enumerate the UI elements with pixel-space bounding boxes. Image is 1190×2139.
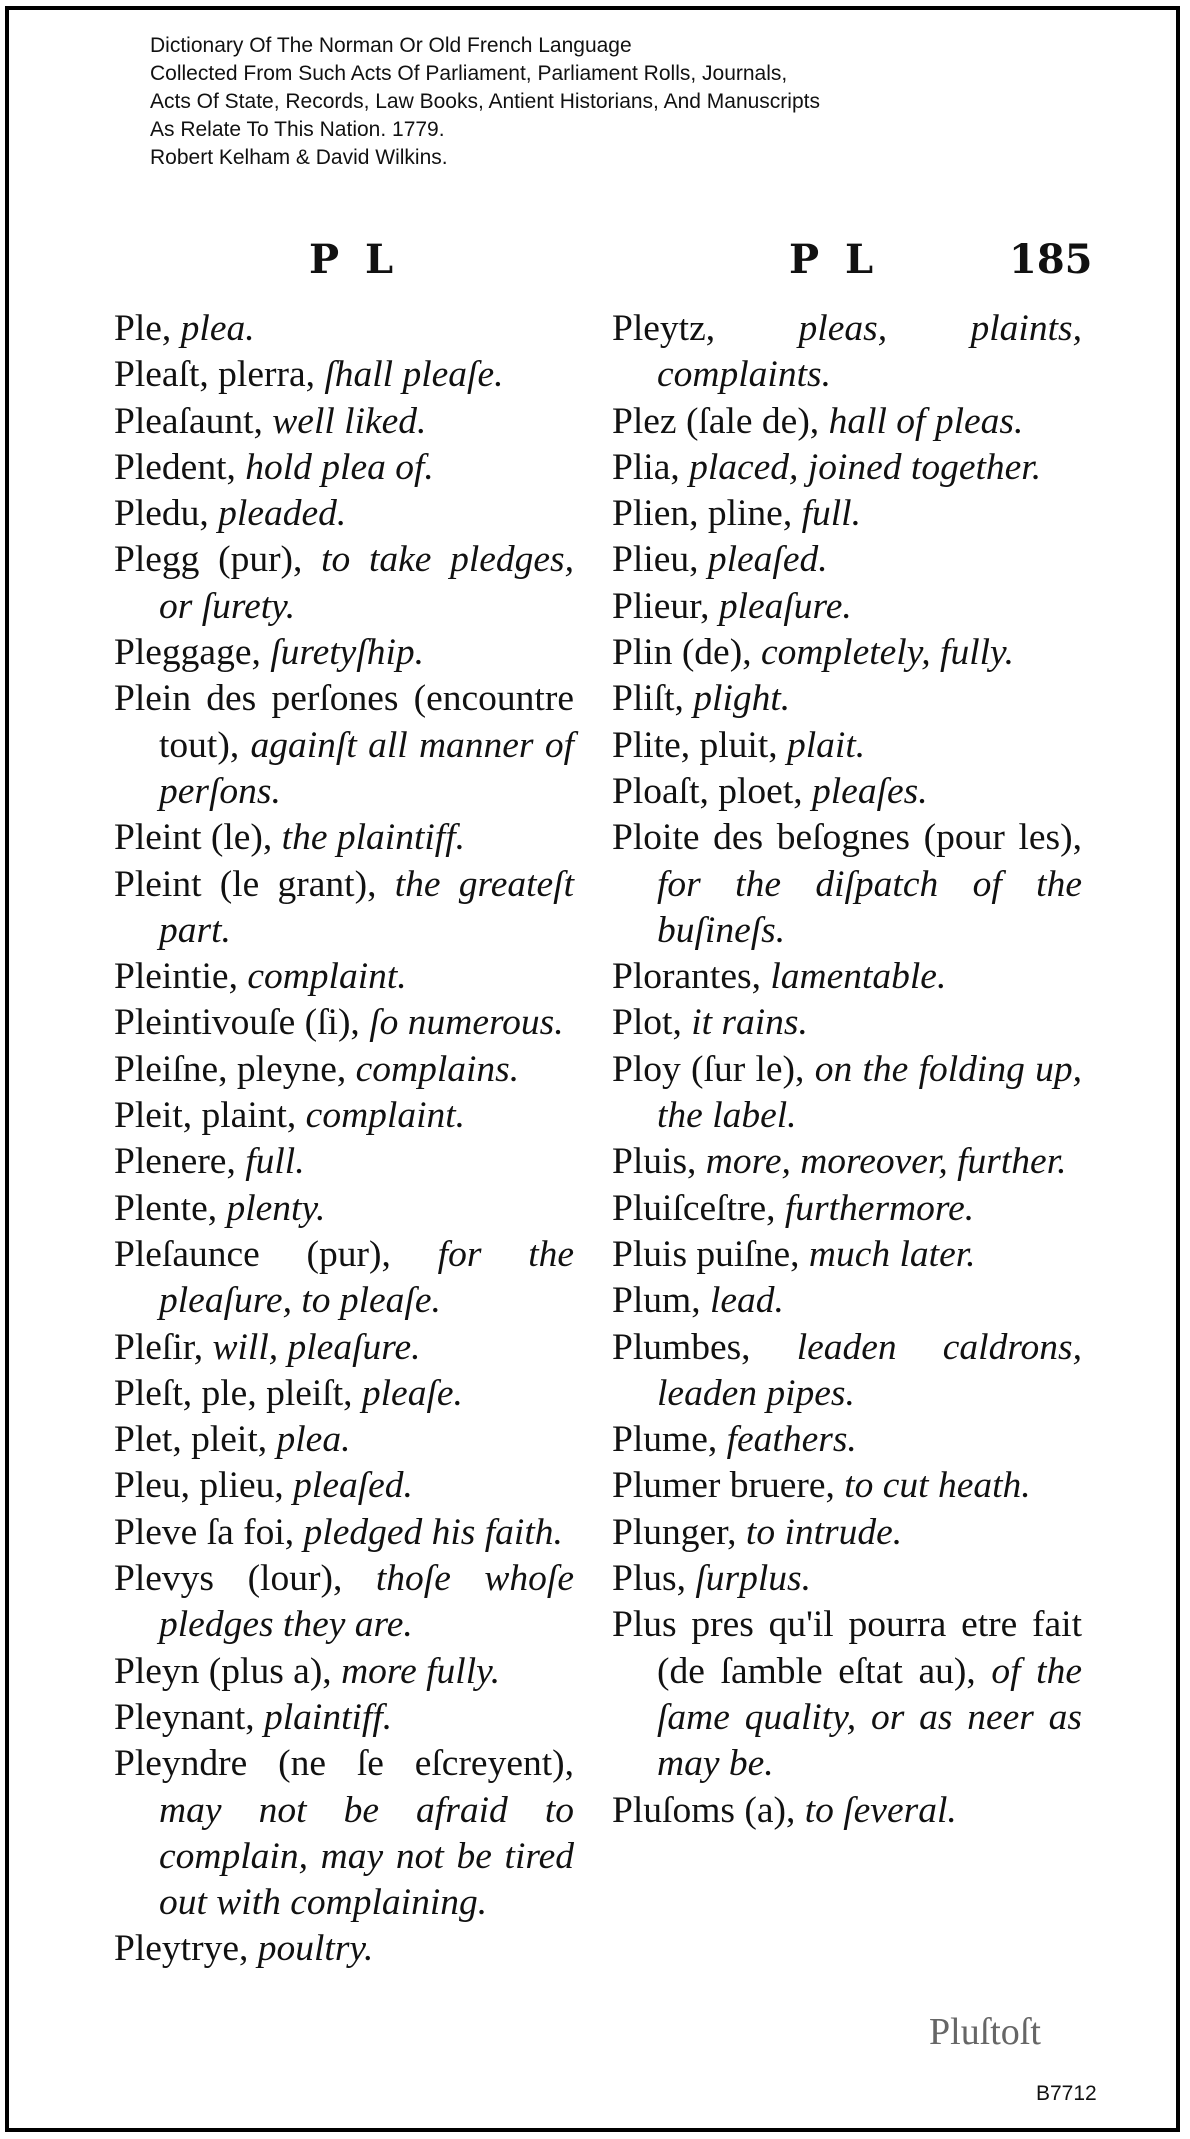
dictionary-entry [612, 1278, 1082, 1324]
dictionary-entry [612, 1047, 1082, 1140]
entry-gloss: plaintiff. [263, 1696, 393, 1738]
dictionary-entry [114, 1741, 574, 1926]
citation-line: As Relate To This Nation. 1779. [150, 118, 445, 141]
entry-headword: Pledu, [114, 493, 209, 535]
dictionary-entry [114, 676, 574, 815]
dictionary-entry [612, 676, 1082, 722]
entry-gloss: ſo numerous. [369, 1002, 564, 1044]
entry-gloss: for the pleaſure, to pleaſe. [159, 1233, 575, 1322]
entry-headword: Plia, [612, 446, 680, 488]
entry-gloss: may not be afraid to complain, may not be tired out with complaining. [159, 1789, 574, 1924]
dictionary-entry [114, 1695, 574, 1741]
dictionary-entry [612, 1463, 1082, 1509]
entry-headword: Plume, [612, 1419, 718, 1461]
entry-gloss: the greateſt part. [159, 863, 575, 951]
entry-headword: Pleggage, [114, 632, 261, 674]
page-number: 185 [1009, 236, 1093, 283]
entry-headword: Plieu, [612, 539, 699, 581]
entry-headword: Pleytrye, [114, 1928, 249, 1970]
dictionary-entry [114, 815, 574, 861]
entry-headword: Pleſt, ple, pleiſt, [114, 1372, 353, 1414]
dictionary-entry [612, 1788, 1082, 1834]
entry-gloss: plea. [180, 308, 255, 349]
entry-gloss: feathers. [726, 1419, 857, 1461]
citation-header [150, 32, 1050, 172]
dictionary-entry [114, 352, 574, 398]
entry-gloss: of the ſame quality, or as neer as may be. [657, 1650, 1082, 1785]
entry-headword: Pleintivouſe (ſi), [114, 1002, 360, 1044]
dictionary-entry [114, 537, 574, 630]
entry-gloss: againſt all manner of perſons. [159, 724, 574, 812]
entry-headword: Ploy (ſur le), [612, 1048, 805, 1090]
left-column [114, 306, 574, 1973]
dictionary-entry [114, 1417, 574, 1463]
entry-gloss: lead. [709, 1280, 784, 1322]
dictionary-entry [612, 1139, 1082, 1185]
entry-headword: Ploaſt, ploet, [612, 770, 803, 812]
dictionary-entry [612, 1325, 1082, 1418]
entry-gloss: plight. [693, 678, 791, 720]
entry-headword: Plin (de), [612, 632, 752, 674]
dictionary-entry [114, 399, 574, 445]
entry-gloss: pleas, plaints, complaints. [657, 308, 1082, 396]
entry-headword: Plus, [612, 1558, 686, 1600]
entry-gloss: ſhall pleaſe. [324, 354, 504, 396]
entry-headword: Pleytz, [612, 308, 716, 349]
entry-headword: Pleaſt, plerra, [114, 354, 315, 396]
entry-headword: Pleſaunce (pur), [114, 1233, 391, 1275]
dictionary-entry [612, 537, 1082, 583]
dictionary-entry [612, 630, 1082, 676]
entry-headword: Pleſir, [114, 1326, 204, 1368]
entry-gloss: much later. [808, 1233, 976, 1275]
page-frame [5, 6, 1180, 2132]
entry-gloss: it rains. [691, 1002, 808, 1044]
right-column [612, 306, 1082, 1834]
dictionary-entry [114, 1186, 574, 1232]
entry-gloss: more, moreover, further. [705, 1141, 1067, 1183]
dictionary-entry [612, 399, 1082, 445]
entry-gloss: to take pledges, or ſurety. [159, 539, 574, 627]
dictionary-entry [612, 1186, 1082, 1232]
entry-headword: Plieur, [612, 585, 710, 627]
entry-headword: Plet, pleit, [114, 1419, 268, 1461]
entry-headword: Pleiſne, pleyne, [114, 1048, 347, 1090]
dictionary-entry [114, 1000, 574, 1046]
dictionary-entry [612, 1417, 1082, 1463]
entry-headword: Ploite des beſognes (pour les), [612, 817, 1082, 859]
entry-headword: Pleint (le), [114, 817, 273, 859]
dictionary-entry [612, 584, 1082, 630]
entry-headword: Pleint (le grant), [114, 863, 377, 905]
dictionary-entry [612, 769, 1082, 815]
entry-headword: Plumbes, [612, 1326, 751, 1368]
entry-headword: Ple, [114, 308, 172, 349]
entry-gloss: ſurplus. [695, 1558, 812, 1600]
entry-headword: Pleynant, [114, 1696, 255, 1738]
entry-gloss: will, pleaſure. [212, 1326, 421, 1368]
entry-headword: Plente, [114, 1187, 218, 1229]
entry-headword: Plot, [612, 1002, 682, 1044]
entry-gloss: hall of pleas. [828, 400, 1024, 442]
dictionary-entry [114, 954, 574, 1000]
entry-gloss: thoſe whoſe pledges they are. [159, 1558, 574, 1646]
entry-headword: Pluis, [612, 1141, 697, 1183]
entry-headword: Pliſt, [612, 678, 684, 720]
entry-gloss: pleaſed. [293, 1465, 413, 1507]
entry-headword: Plenere, [114, 1141, 236, 1183]
dictionary-entry [114, 1649, 574, 1695]
catchword: Pluſtoſt [929, 2011, 1041, 2053]
entry-gloss: pleaded. [218, 493, 347, 535]
entry-headword: Plein des perſones (encountre tout), [114, 678, 574, 766]
entry-headword: Pleyn (plus a), [114, 1650, 332, 1692]
entry-gloss: complains. [355, 1048, 520, 1090]
entry-headword: Pleaſaunt, [114, 400, 263, 442]
entry-gloss: lamentable. [770, 956, 947, 998]
entry-gloss: complaint. [247, 956, 407, 998]
dictionary-entry [612, 306, 1082, 399]
entry-headword: Plevys (lour), [114, 1558, 343, 1600]
entry-gloss: pleaſes. [812, 770, 928, 812]
entry-headword: Plumer bruere, [612, 1465, 835, 1507]
citation-line: Acts Of State, Records, Law Books, Antient Historians, And Manuscripts [150, 90, 820, 113]
dictionary-entry [612, 1510, 1082, 1556]
entry-gloss: plea. [276, 1419, 351, 1461]
dictionary-entry [612, 1232, 1082, 1278]
dictionary-entry [114, 1510, 574, 1556]
entry-gloss: more fully. [341, 1650, 501, 1692]
entry-headword: Plus pres qu'il pourra etre fait (de ſamble eſtat au), [612, 1604, 1082, 1692]
entry-gloss: pleaſed. [707, 539, 828, 581]
entry-gloss: leaden caldrons, leaden pipes. [657, 1326, 1082, 1414]
entry-gloss: well liked. [272, 400, 427, 442]
entry-headword: Pluſoms (a), [612, 1789, 796, 1831]
entry-gloss: full. [801, 493, 861, 535]
running-head-left: P L [309, 236, 400, 283]
dictionary-entry [114, 1926, 574, 1972]
dictionary-entry [114, 1047, 574, 1093]
dictionary-entry [114, 1139, 574, 1185]
dictionary-entry [114, 1232, 574, 1325]
entry-gloss: completely, fully. [760, 632, 1015, 674]
entry-headword: Plite, pluit, [612, 724, 778, 766]
dictionary-entry [612, 491, 1082, 537]
dictionary-entry [612, 445, 1082, 491]
entry-gloss: to cut heath. [844, 1465, 1031, 1507]
entry-gloss: furthermore. [784, 1187, 975, 1229]
citation-line: Dictionary Of The Norman Or Old French Language [150, 34, 632, 57]
citation-line: Robert Kelham & David Wilkins. [150, 146, 448, 169]
entry-headword: Plorantes, [612, 956, 761, 998]
entry-gloss: for the diſpatch of the buſineſs. [657, 863, 1082, 951]
entry-headword: Pledent, [114, 446, 236, 488]
entry-headword: Plien, pline, [612, 493, 793, 535]
dictionary-entry [612, 954, 1082, 1000]
entry-gloss: plenty. [226, 1187, 326, 1229]
dictionary-entry [114, 1371, 574, 1417]
entry-headword: Plum, [612, 1280, 701, 1322]
entry-gloss: the plaintiff. [281, 817, 465, 859]
dictionary-entry [612, 1000, 1082, 1046]
entry-headword: Pleit, plaint, [114, 1095, 297, 1137]
entry-gloss: placed, joined together. [689, 446, 1042, 488]
entry-gloss: pleaſure. [718, 585, 852, 627]
entry-gloss: ſuretyſhip. [270, 632, 425, 674]
entry-headword: Plegg (pur), [114, 539, 303, 581]
dictionary-entry [612, 723, 1082, 769]
dictionary-entry [114, 1093, 574, 1139]
entry-headword: Plez (ſale de), [612, 400, 820, 442]
entry-gloss: to ſeveral. [804, 1789, 957, 1831]
entry-gloss: hold plea of. [245, 446, 434, 488]
dictionary-entry [114, 1325, 574, 1371]
entry-headword: Plunger, [612, 1511, 737, 1553]
dictionary-entry [114, 445, 574, 491]
entry-gloss: poultry. [257, 1928, 374, 1970]
dictionary-entry [612, 815, 1082, 954]
entry-gloss: to intrude. [745, 1511, 903, 1553]
entry-headword: Pluiſceſtre, [612, 1187, 776, 1229]
citation-line: Collected From Such Acts Of Parliament, Parliament Rolls, Journals, [150, 62, 788, 85]
dictionary-entry [114, 1556, 574, 1649]
entry-gloss: on the folding up, the label. [657, 1048, 1082, 1137]
entry-headword: Pluis puiſne, [612, 1233, 800, 1275]
dictionary-entry [114, 1463, 574, 1509]
running-head-right: P L [789, 236, 880, 283]
dictionary-entry [612, 1602, 1082, 1787]
entry-headword: Pleu, plieu, [114, 1465, 284, 1507]
entry-gloss: complaint. [305, 1095, 466, 1137]
dictionary-entry [114, 491, 574, 537]
archive-id: B7712 [1036, 2082, 1097, 2105]
entry-gloss: pledged his faith. [303, 1511, 563, 1553]
entry-headword: Pleintie, [114, 956, 238, 998]
entry-gloss: full. [245, 1141, 305, 1183]
dictionary-entry [114, 630, 574, 676]
entry-headword: Pleve ſa foi, [114, 1511, 295, 1553]
dictionary-entry [114, 306, 574, 352]
dictionary-entry [612, 1556, 1082, 1602]
entry-gloss: plait. [787, 724, 866, 766]
entry-headword: Pleyndre (ne ſe eſcreyent), [114, 1743, 574, 1785]
dictionary-entry [114, 862, 574, 955]
entry-gloss: pleaſe. [361, 1372, 463, 1414]
